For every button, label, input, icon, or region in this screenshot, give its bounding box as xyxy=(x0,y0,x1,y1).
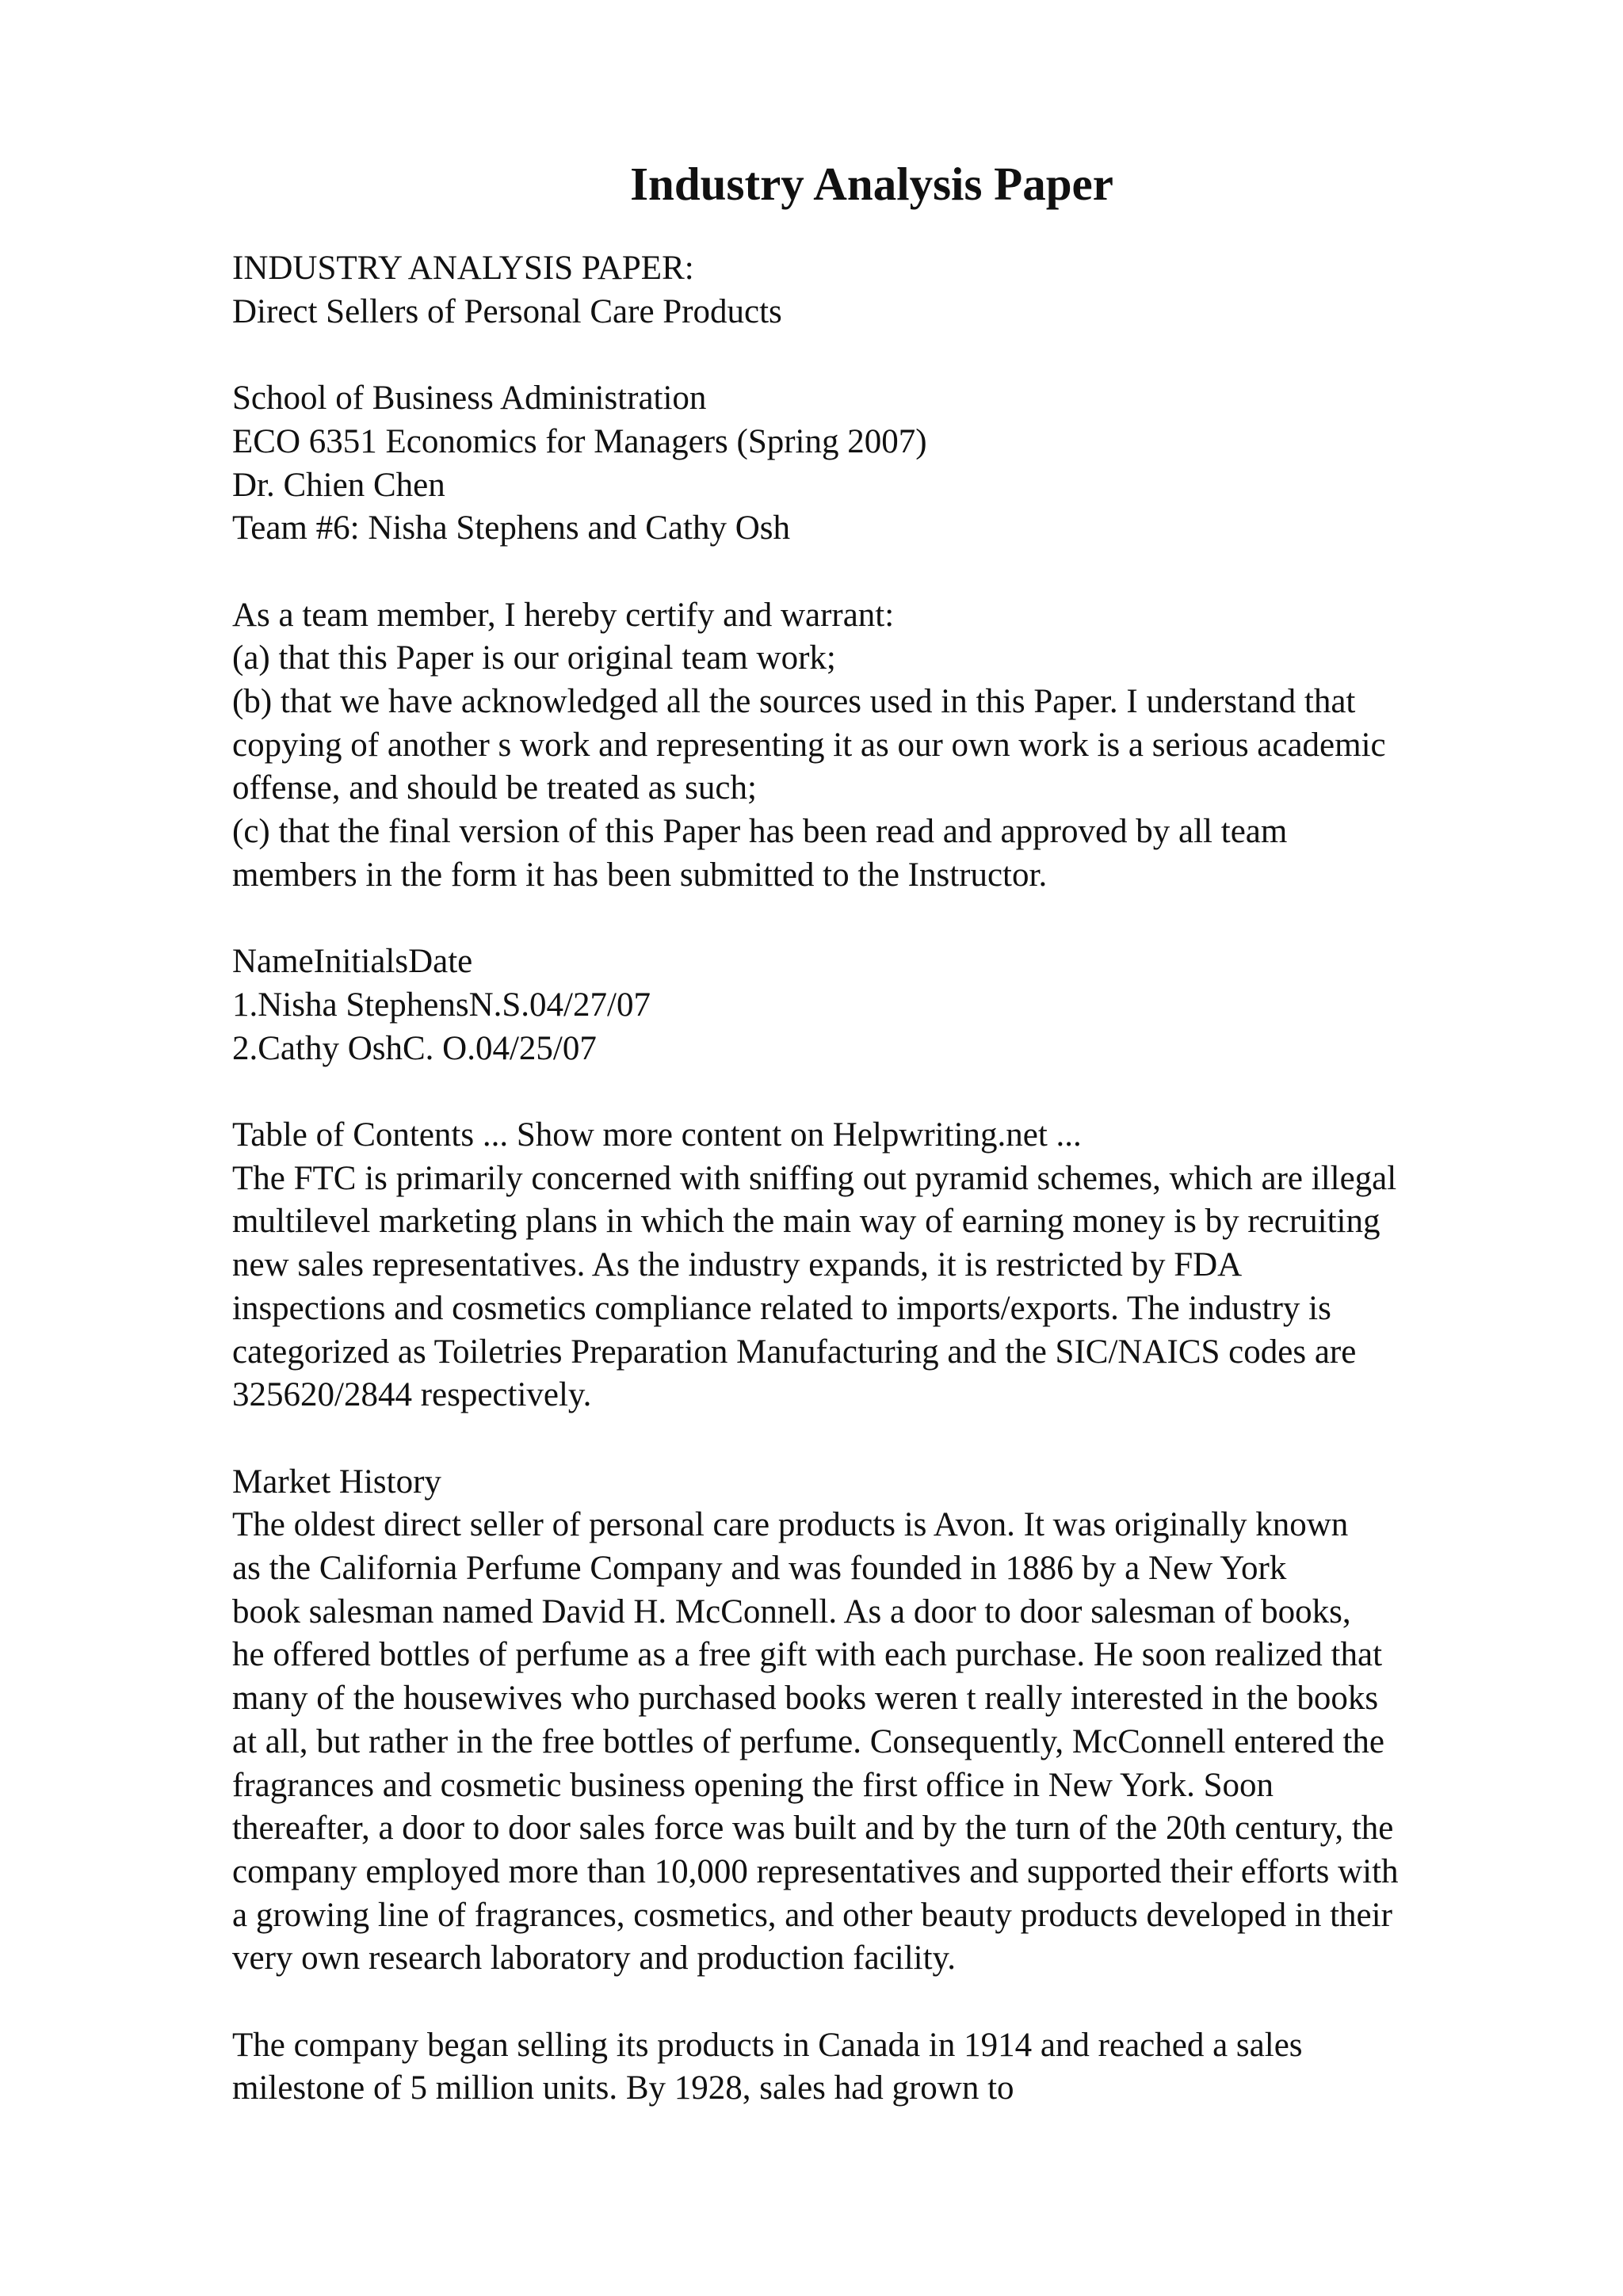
market-history-block xyxy=(232,1461,1595,1981)
text-line: Table of Contents ... Show more content on Helpwriting.net ... xyxy=(232,1116,1082,1154)
text-line: ECO 6351 Economics for Managers (Spring 2007) xyxy=(232,422,927,460)
text-line: very own research laboratory and production facility. xyxy=(232,1939,956,1978)
text-line: (b) that we have acknowledged all the sources used in this Paper. I understand that xyxy=(232,683,1356,720)
expansion-block xyxy=(232,2024,1595,2111)
text-line: copying of another s work and representing it as our own work is a serious academic xyxy=(232,726,1386,764)
text-line: company employed more than 10,000 representatives and supported their efforts with xyxy=(232,1852,1399,1890)
text-line: Team #6: Nisha Stephens and Cathy Osh xyxy=(232,509,790,547)
signatures-block xyxy=(232,940,1595,1070)
overview-block xyxy=(232,1114,1595,1417)
text-line: inspections and cosmetics compliance related to imports/exports. The industry is xyxy=(232,1289,1331,1327)
text-line: The company began selling its products in Canada in 1914 and reached a sales xyxy=(232,2026,1303,2064)
text-line: as the California Perfume Company and was founded in 1886 by a New York xyxy=(232,1550,1287,1588)
document-body xyxy=(232,247,1595,2111)
text-line: at all, but rather in the free bottles of perfume. Consequently, McConnell entered the xyxy=(232,1722,1384,1760)
text-line: As a team member, I hereby certify and warrant: xyxy=(232,596,895,634)
text-line: multilevel marketing plans in which the main way of earning money is by recruiting xyxy=(232,1203,1381,1241)
paper-heading-block xyxy=(232,247,1595,334)
text-line: he offered bottles of perfume as a free gift with each purchase. He soon realized that xyxy=(232,1636,1383,1674)
text-line: fragrances and cosmetic business opening the first office in New York. Soon xyxy=(232,1766,1274,1804)
text-line: The oldest direct seller of personal care products is Avon. It was originally known xyxy=(232,1506,1349,1544)
text-line: School of Business Administration xyxy=(232,379,707,418)
text-line: NameInitialsDate xyxy=(232,943,473,981)
text-line: (a) that this Paper is our original team work; xyxy=(232,639,836,677)
page-title: Industry Analysis Paper xyxy=(630,158,1113,210)
course-info-block xyxy=(232,377,1595,551)
text-line: categorized as Toiletries Preparation Manufacturing and the SIC/NAICS codes are xyxy=(232,1333,1357,1371)
text-line: Dr. Chien Chen xyxy=(232,466,445,504)
text-line: 2.Cathy OshC. O.04/25/07 xyxy=(232,1029,597,1067)
text-line: thereafter, a door to door sales force was built and by the turn of the 20th century, the xyxy=(232,1810,1394,1848)
text-line: The FTC is primarily concerned with sniffing out pyramid schemes, which are illegal xyxy=(232,1159,1397,1197)
section-heading: Market History xyxy=(232,1463,441,1501)
text-line: new sales representatives. As the industry expands, it is restricted by FDA xyxy=(232,1246,1243,1284)
text-line: offense, and should be treated as such; xyxy=(232,769,757,807)
certification-block xyxy=(232,594,1595,898)
text-line: book salesman named David H. McConnell. As a door to door salesman of books, xyxy=(232,1592,1351,1630)
text-line: milestone of 5 million units. By 1928, sales had grown to xyxy=(232,2069,1014,2107)
text-line: many of the housewives who purchased books weren t really interested in the books xyxy=(232,1680,1379,1718)
text-line: Direct Sellers of Personal Care Products xyxy=(232,292,782,330)
text-line: (c) that the final version of this Paper has been read and approved by all team xyxy=(232,813,1288,851)
text-line: 325620/2844 respectively. xyxy=(232,1376,592,1414)
text-line: INDUSTRY ANALYSIS PAPER: xyxy=(232,250,694,287)
text-line: 1.Nisha StephensN.S.04/27/07 xyxy=(232,986,651,1024)
text-line: members in the form it has been submitted to the Instructor. xyxy=(232,856,1048,894)
text-line: a growing line of fragrances, cosmetics, and other beauty products developed in their xyxy=(232,1896,1392,1934)
